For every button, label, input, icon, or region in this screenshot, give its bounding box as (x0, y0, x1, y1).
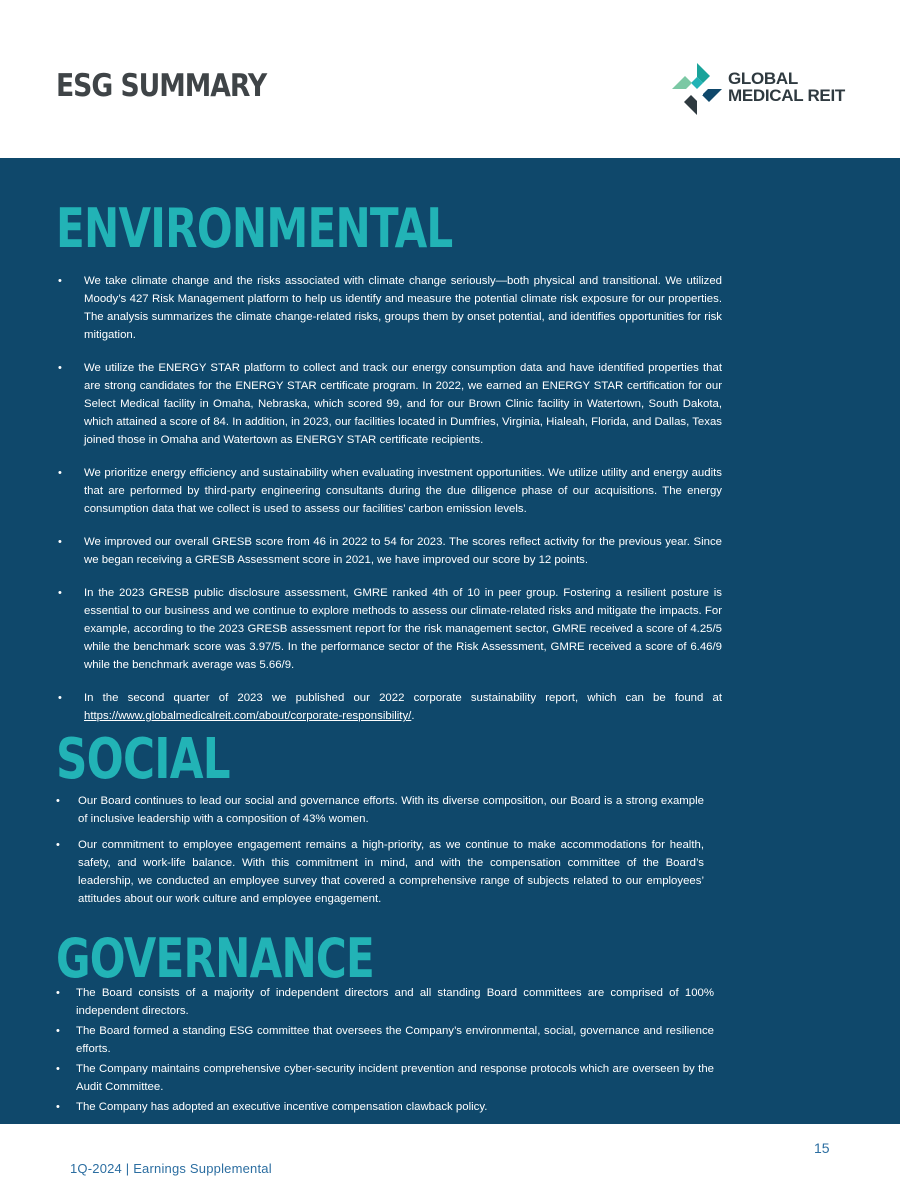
list-item: • Our commitment to employee engagement remains a high-priority, as we continue to make accommodations for health, safety, and work-life balance. With this commitment in mind, and with the compensation committee of the Board’s leadership, we conducted an employee survey that covered a comprehensive range of subjects related to our employees’ attitudes about our work culture and employee engagement. (78, 836, 704, 908)
bullet-icon: • (56, 839, 60, 851)
social-heading: SOCIAL (56, 727, 230, 792)
footer-label: 1Q-2024 | Earnings Supplemental (70, 1161, 272, 1176)
page-title: ESG SUMMARY (56, 68, 267, 104)
environmental-heading: ENVIRONMENTAL (56, 197, 453, 260)
cross-logo-icon (672, 63, 722, 115)
list-item: • We improved our overall GRESB score from 46 in 2022 to 54 for 2023. The scores reflect activity for the previous year. Since we began receiving a GRESB Assessment score in 2021, we have improved our score by 12 points. (84, 533, 722, 569)
esg-panel (0, 158, 900, 1124)
bullet-icon: • (58, 362, 62, 374)
social-list (56, 792, 704, 908)
list-item: • We take climate change and the risks associated with climate change seriously—both physical and transitional. We utilized Moody’s 427 Risk Management platform to help us identify and measure the potential climate risk exposure for our properties. The analysis summarizes the climate change-related risks, groups them by onset potential, and identifies opportunities for risk mitigation. (84, 272, 722, 344)
bullet-icon: • (56, 1063, 60, 1075)
page-number: 15 (814, 1140, 830, 1156)
list-item: • We prioritize energy efficiency and sustainability when evaluating investment opportunities. We utilize utility and energy audits that are performed by third-party engineering consultants during the due diligence phase of our acquisitions. The energy consumption data that we collect is used to assess our facilities’ carbon emission levels. (84, 464, 722, 518)
bullet-icon: • (58, 467, 62, 479)
sustainability-report-link[interactable]: https://www.globalmedicalreit.com/about/corporate-responsibility/ (84, 710, 412, 722)
governance-list (56, 984, 714, 1116)
environmental-list (58, 272, 722, 725)
list-item: • The Company has adopted an executive incentive compensation clawback policy. (76, 1098, 714, 1116)
list-item: • In the 2023 GRESB public disclosure assessment, GMRE ranked 4th of 10 in peer group. Fostering a resilient posture is essential to our business and we continue to explore methods to assess our climate-related risks and mitigate the impacts. For example, according to the 2023 GRESB assessment report for the risk management sector, GMRE received a score of 4.25/5 while the benchmark score was 3.97/5. In the performance sector of the Risk Assessment, GMRE received a score of 6.46/9 while the benchmark average was 5.66/9. (84, 584, 722, 674)
company-logo (672, 63, 845, 115)
bullet-icon: • (56, 795, 60, 807)
list-item: • We utilize the ENERGY STAR platform to collect and track our energy consumption data and have identified properties that are strong candidates for the ENERGY STAR certificate program. In 2022, we earned an ENERGY STAR certification for our Select Medical facility in Omaha, Nebraska, which scored 99, and for our Brown Clinic facility in Watertown, South Dakota, which attained a score of 84. In addition, in 2023, our facilities located in Dumfries, Virginia, Hialeah, Florida, and Dallas, Texas joined those in Omaha and Watertown as ENERGY STAR certificate recipients. (84, 359, 722, 449)
logo-text-line1: GLOBAL (728, 69, 798, 88)
bullet-icon: • (56, 1101, 60, 1113)
governance-heading: GOVERNANCE (56, 927, 375, 990)
list-item: • The Board formed a standing ESG committee that oversees the Company’s environmental, social, governance and resilience efforts. (76, 1022, 714, 1058)
list-item: • Our Board continues to lead our social and governance efforts. With its diverse composition, our Board is a strong example of inclusive leadership with a composition of 43% women. (78, 792, 704, 828)
list-item: • The Company maintains comprehensive cyber-security incident prevention and response protocols which are overseen by the Audit Committee. (76, 1060, 714, 1096)
bullet-icon: • (58, 692, 62, 704)
bullet-icon: • (58, 587, 62, 599)
bullet-icon: • (56, 1025, 60, 1037)
bullet-icon: • (58, 275, 62, 287)
logo-text-line2: MEDICAL REIT (728, 86, 845, 105)
list-item: • The Board consists of a majority of independent directors and all standing Board committees are comprised of 100% independent directors. (76, 984, 714, 1020)
list-item: • In the second quarter of 2023 we published our 2022 corporate sustainability report, which can be found at https://www.globalmedicalreit.com/about/corporate-responsibility/. (84, 689, 722, 725)
bullet-icon: • (58, 536, 62, 548)
bullet-icon: • (56, 987, 60, 999)
